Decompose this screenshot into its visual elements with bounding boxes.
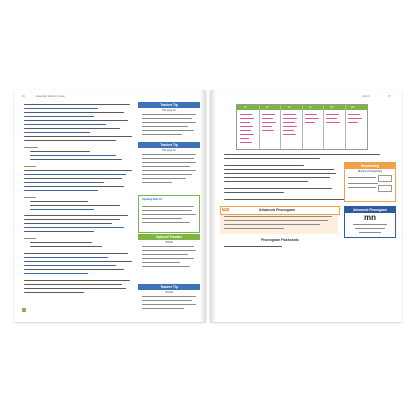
- advanced-phonogram-box-title: Advanced Phonogram: [345, 207, 395, 213]
- page-number-left: 46: [22, 95, 25, 98]
- handwriting-box: [344, 162, 396, 202]
- spine-shadow: [200, 90, 206, 322]
- advanced-phonogram-letters: mn: [364, 213, 376, 222]
- teacher-tip-box-2: [138, 142, 200, 192]
- chart-header: /ü/: [266, 105, 269, 109]
- optional-practice-box: [138, 234, 200, 280]
- spelling-rule-title: Spelling Rule 24: [142, 198, 163, 201]
- flashcards-heading: Phonogram Flashcards: [261, 238, 299, 242]
- advanced-phonogram-banner: [220, 206, 340, 215]
- teacher-tip-title: Teacher Tip: [138, 142, 200, 148]
- handwriting-sample: [378, 175, 392, 182]
- teacher-tip-title: Teacher Tip: [138, 102, 200, 108]
- spine-shadow: [210, 90, 216, 322]
- advanced-phonogram-box: [344, 206, 396, 238]
- page-number-right: 47: [388, 95, 391, 98]
- open-book: [14, 90, 402, 322]
- teacher-tip-subtitle: OU says /ü/: [162, 149, 176, 152]
- chart-header: /ō/: [244, 105, 247, 109]
- chart-header: /ŭf/: [351, 105, 355, 109]
- teacher-tip-title: Teacher Tip: [138, 284, 200, 290]
- optional-practice-title: Optional Practice: [138, 234, 200, 240]
- chart-header: /ŭ/: [309, 105, 312, 109]
- chart-header: /ŏf/: [330, 105, 334, 109]
- optional-practice-subtitle: OUGH: [165, 241, 173, 244]
- teacher-tip-subtitle: OUGH: [165, 291, 173, 294]
- left-page: [14, 90, 206, 322]
- right-page: [210, 90, 402, 322]
- page-footer-mark: [22, 308, 26, 312]
- teacher-tip-subtitle: OU says /ō/: [162, 109, 176, 112]
- running-head-right: Unit 18: [362, 95, 370, 98]
- handwriting-title: Handwriting: [345, 163, 395, 169]
- running-head-left: Essentials Teacher's Guide: [36, 95, 65, 98]
- handwriting-sample: [378, 185, 392, 192]
- spelling-rule-box: [138, 195, 200, 233]
- advanced-phonogram-heading: Advanced Phonogram: [259, 208, 295, 212]
- handwriting-subtitle: Rhythm of Handwriting: [357, 170, 383, 173]
- advanced-phonogram-section: [220, 206, 338, 234]
- chart-header: /ŏ/: [288, 105, 291, 109]
- new-label: New: [223, 207, 228, 211]
- phonogram-sort-chart: [236, 104, 368, 150]
- teacher-tip-box-3: [138, 284, 200, 320]
